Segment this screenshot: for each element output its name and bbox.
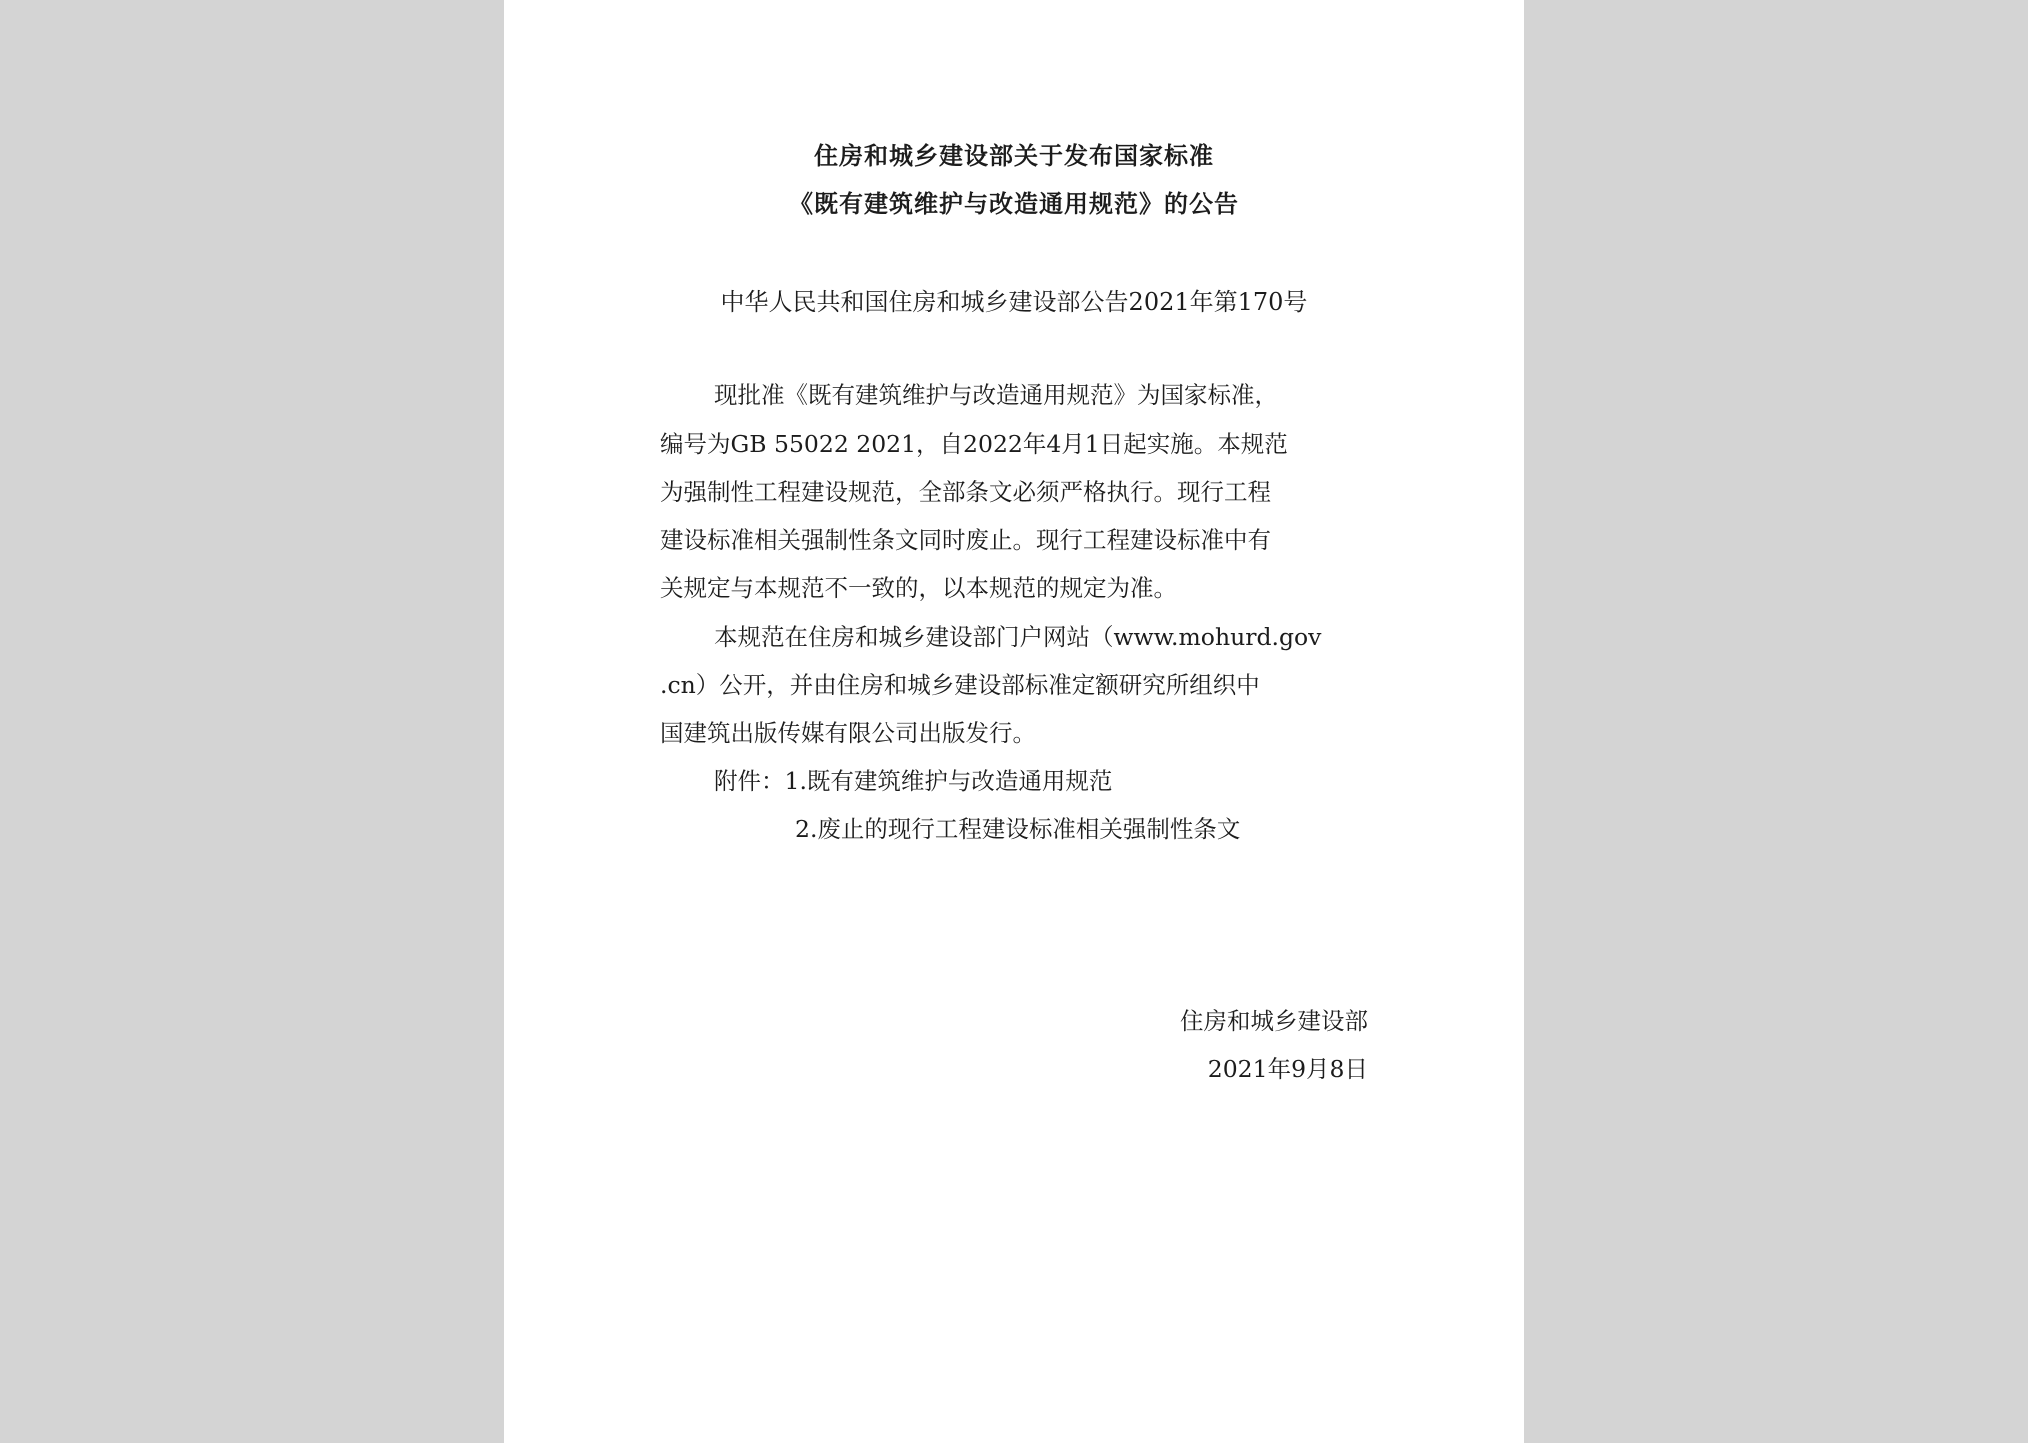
body-line-1: 现批准《既有建筑维护与改造通用规范》为国家标准， [714, 381, 1278, 409]
body-line-5: 关规定与本规范不一致的，以本规范的规定为准。 [660, 574, 1177, 602]
body-line-4: 建设标准相关强制性条文同时废止。现行工程建设标准中有 [660, 526, 1271, 554]
body-line-7: .cn）公开，并由住房和城乡建设部标准定额研究所组织中 [660, 671, 1260, 699]
attachment-1: 附件：1.既有建筑维护与改造通用规范 [714, 767, 1113, 795]
signature-date: 2021年9月8日 [1207, 1055, 1368, 1083]
announcement-title-line-2: 《既有建筑维护与改造通用规范》的公告 [789, 190, 1239, 218]
notice-number: 中华人民共和国住房和城乡建设部公告2021年第170号 [720, 288, 1308, 316]
body-line-3: 为强制性工程建设规范，全部条文必须严格执行。现行工程 [660, 478, 1271, 506]
document-page [504, 0, 1524, 1443]
body-line-2: 编号为GB 55022 2021，自2022年4月1日起实施。本规范 [660, 430, 1288, 458]
announcement-title-line-1: 住房和城乡建设部关于发布国家标准 [814, 142, 1214, 170]
body-line-6: 本规范在住房和城乡建设部门户网站（www.mohurd.gov [714, 623, 1322, 651]
signature-organization: 住房和城乡建设部 [1180, 1007, 1368, 1035]
attachment-2: 2.废止的现行工程建设标准相关强制性条文 [795, 815, 1241, 843]
body-line-8: 国建筑出版传媒有限公司出版发行。 [660, 719, 1036, 747]
